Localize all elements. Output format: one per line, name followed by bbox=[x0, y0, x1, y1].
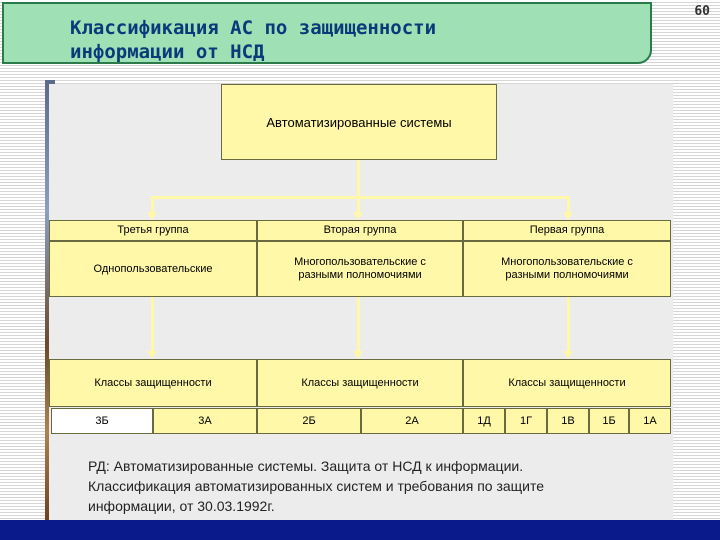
class-cell-2a: 2А bbox=[361, 408, 463, 434]
connector-group-1-classes bbox=[567, 297, 570, 353]
group-1-header: Первая группа bbox=[463, 220, 671, 241]
slide-title bbox=[70, 16, 630, 64]
reference-caption bbox=[88, 456, 648, 516]
group-2-header: Вторая группа bbox=[257, 220, 463, 241]
connector-horizontal-top bbox=[151, 196, 569, 199]
connector-group-2-classes bbox=[357, 297, 360, 353]
arrow-head-classes-1 bbox=[563, 351, 573, 359]
connector-root-vertical bbox=[357, 160, 360, 198]
slide-title-line-1: Классификация АС по защищенности bbox=[70, 17, 437, 39]
connector-to-group-1 bbox=[567, 196, 570, 212]
arrow-head-classes-2 bbox=[353, 351, 363, 359]
group-2-desc: Многопользовательские с разными полномочиями bbox=[257, 241, 463, 297]
page-number: 60 bbox=[694, 4, 710, 19]
arrow-head-classes-3 bbox=[147, 351, 157, 359]
root-box: Автоматизированные системы bbox=[221, 84, 497, 160]
group-3-header: Третья группа bbox=[49, 220, 257, 241]
group-3-desc: Однопользовательские bbox=[49, 241, 257, 297]
connector-to-group-2 bbox=[357, 196, 360, 212]
caption-line-1: РД: Автоматизированные системы. Защита от НСД к информации. bbox=[88, 458, 524, 474]
group-1-desc: Многопользовательские с разными полномочиями bbox=[463, 241, 671, 297]
connector-group-3-classes bbox=[151, 297, 154, 353]
class-header-group-1: Классы защищенности bbox=[463, 359, 671, 407]
arrow-head-group-3 bbox=[147, 212, 157, 220]
class-cell-2b: 2Б bbox=[257, 408, 361, 434]
class-cell-1a: 1А bbox=[629, 408, 671, 434]
slide-title-bar bbox=[2, 2, 652, 64]
caption-line-2: Классификация автоматизированных систем и требования по защите bbox=[88, 478, 545, 494]
class-cell-3b: 3Б bbox=[51, 408, 153, 434]
class-header-group-2: Классы защищенности bbox=[257, 359, 463, 407]
class-cell-1g: 1Г bbox=[505, 408, 547, 434]
class-cell-1b: 1Б bbox=[589, 408, 629, 434]
arrow-head-group-2 bbox=[353, 212, 363, 220]
class-cell-1v: 1В bbox=[547, 408, 589, 434]
class-header-group-3: Классы защищенности bbox=[49, 359, 257, 407]
class-cell-1d: 1Д bbox=[463, 408, 505, 434]
classification-diagram bbox=[49, 84, 673, 520]
class-cell-3a: 3А bbox=[153, 408, 257, 434]
connector-to-group-3 bbox=[151, 196, 154, 212]
caption-line-3: информации, от 30.03.1992г. bbox=[88, 498, 275, 514]
arrow-head-group-1 bbox=[563, 212, 573, 220]
bottom-bar bbox=[0, 520, 720, 540]
slide-title-line-2: информации от НСД bbox=[70, 41, 265, 63]
